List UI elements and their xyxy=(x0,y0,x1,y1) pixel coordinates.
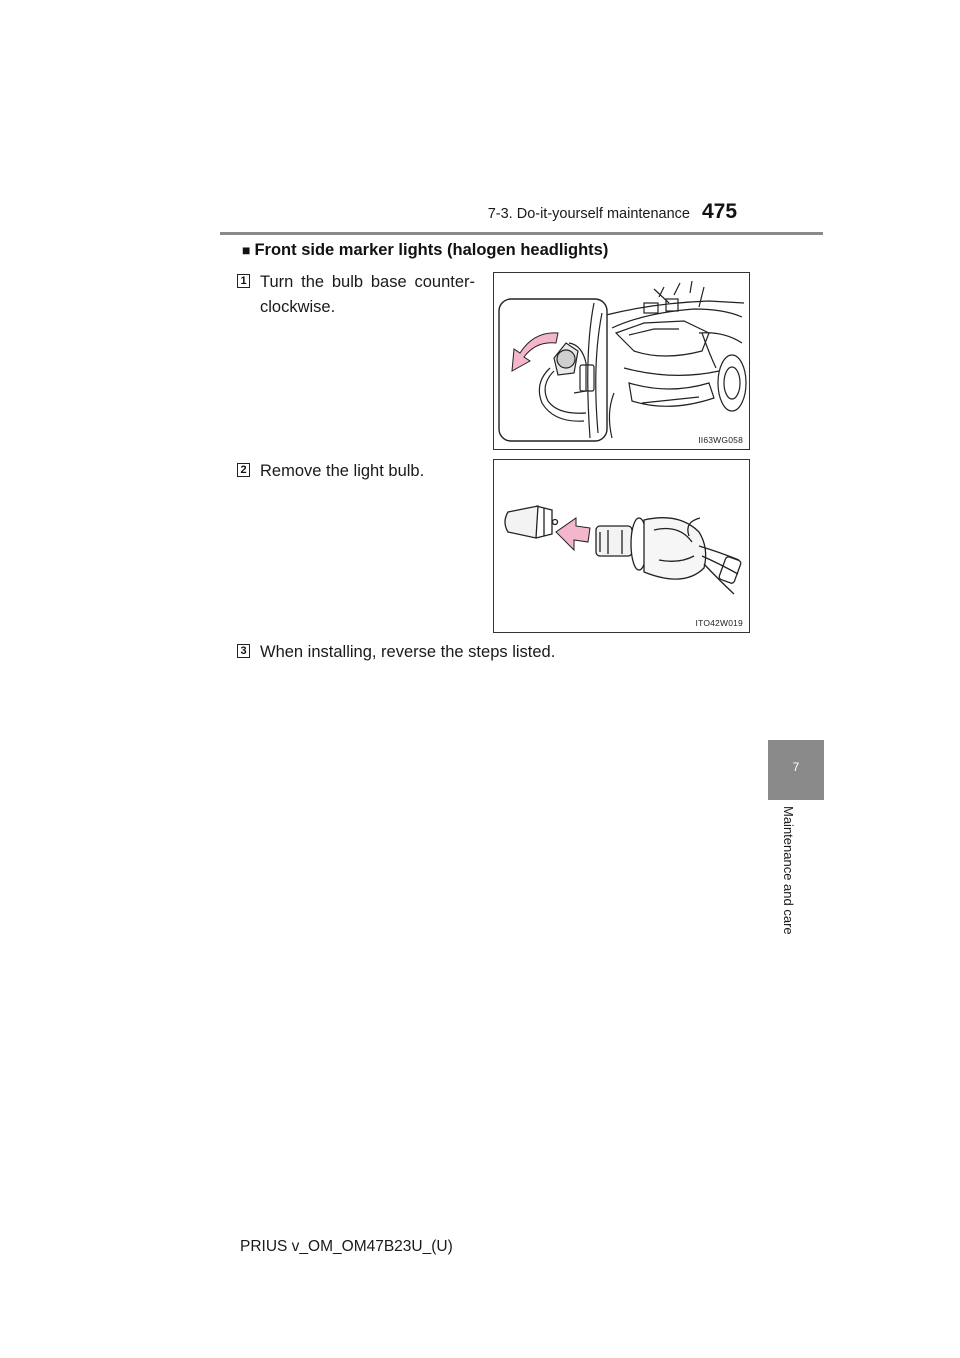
chapter-number: 7 xyxy=(792,760,800,774)
header-rule xyxy=(220,232,823,235)
step-number-3: 3 xyxy=(237,644,250,658)
chapter-label: Maintenance and care xyxy=(781,806,796,935)
figure-code: ITO42W019 xyxy=(695,618,743,628)
section-title-text: Front side marker lights (halogen headlights) xyxy=(254,241,609,259)
square-bullet-icon: ■ xyxy=(242,242,251,258)
footer-manual-code: PRIUS v_OM_OM47B23U_(U) xyxy=(240,1238,453,1255)
header-section-title: 7-3. Do-it-yourself maintenance xyxy=(487,206,690,222)
figure-remove-bulb xyxy=(493,459,750,633)
bulb-removal-illustration xyxy=(494,460,749,632)
step-number-2: 2 xyxy=(237,463,250,477)
figure-code: II63WG058 xyxy=(698,435,743,445)
page-number: 475 xyxy=(702,200,738,223)
chapter-tab xyxy=(768,740,824,800)
section-title xyxy=(242,241,608,260)
step-3-text: When installing, reverse the steps listed. xyxy=(260,643,556,661)
step-2-text: Remove the light bulb. xyxy=(260,462,425,480)
step-1-text: Turn the bulb base counter-clockwise. xyxy=(260,273,475,316)
figure-turn-bulb-base xyxy=(493,272,750,450)
step-number-1: 1 xyxy=(237,274,250,288)
bulb-base-illustration xyxy=(494,273,749,449)
